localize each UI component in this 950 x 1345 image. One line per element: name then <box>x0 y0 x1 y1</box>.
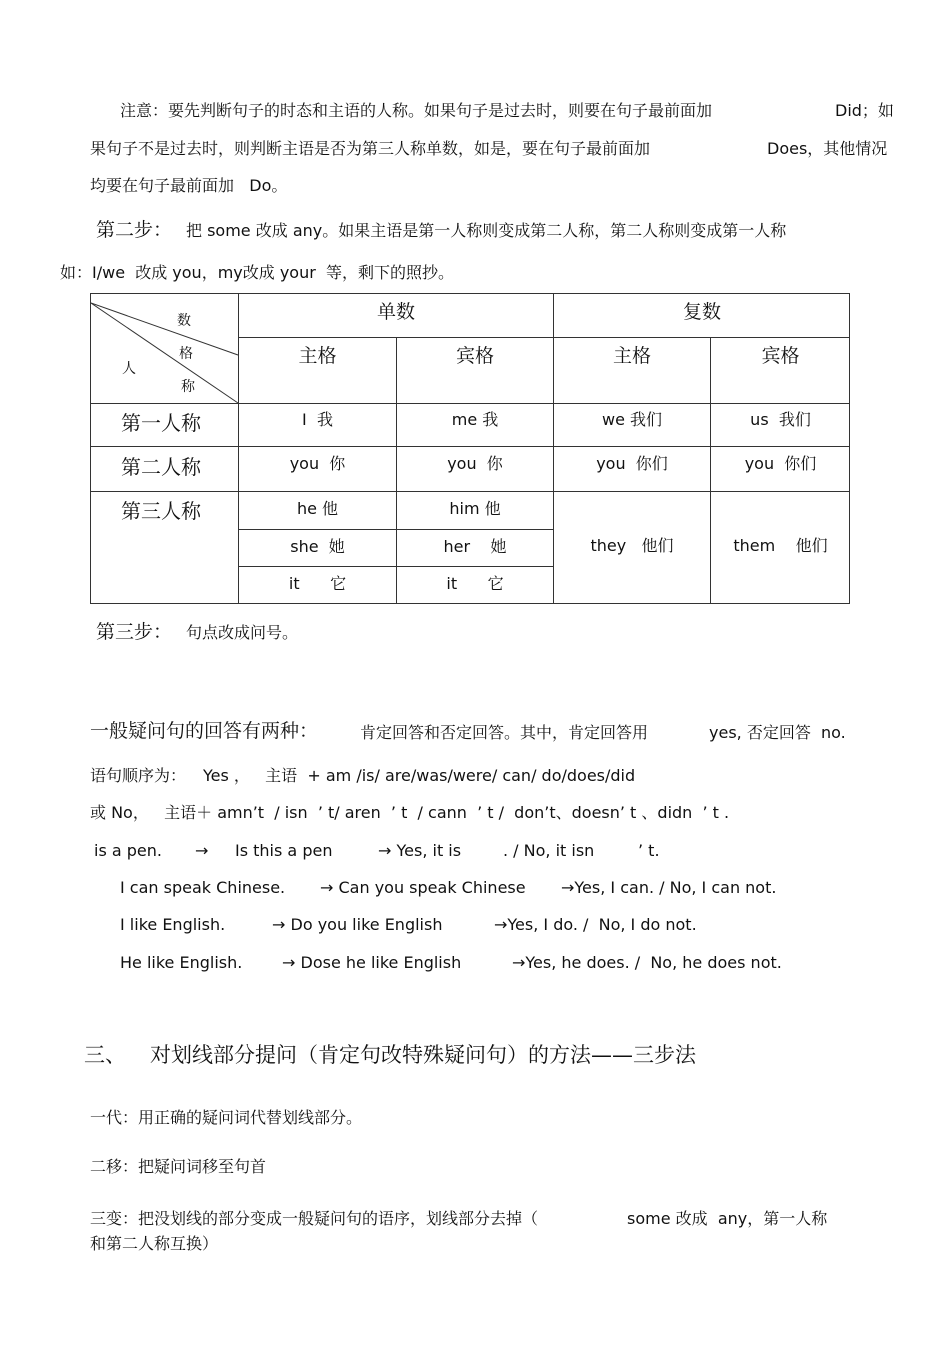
table-cell: them 他们 <box>733 536 828 555</box>
table-cell: they 他们 <box>590 536 674 555</box>
example-1-yes: → Yes, it is <box>378 841 462 860</box>
section3-title: 对划线部分提问（肯定句改特殊疑问句）的方法——三步法 <box>150 1043 696 1067</box>
header-singular: 单数 <box>376 301 415 323</box>
table-cell: she 她 <box>290 537 345 556</box>
row-label-second-person: 第二人称 <box>121 455 201 479</box>
step3-text: 句点改成问号。 <box>186 623 299 642</box>
row-label-third-person: 第三人称 <box>121 499 201 523</box>
corner-label-case: 格 <box>179 346 193 362</box>
order-label: 语句顺序为： <box>90 766 187 785</box>
table-cell: you 你 <box>447 454 503 473</box>
table-cell: him 他 <box>449 499 501 518</box>
step2-example: 如：I/we 改成 you，my改成 your 等，剩下的照抄。 <box>60 263 454 282</box>
table-divider <box>91 491 850 492</box>
subheader-plural-object: 宾格 <box>761 345 800 367</box>
corner-diagonals <box>91 294 239 404</box>
step3-label: 第三步： <box>96 621 173 643</box>
section3-step-1: 一代：用正确的疑问词代替划线部分。 <box>90 1108 363 1127</box>
order-text: Yes ， 主语 + am /is/ are/was/were/ can/ do/does/did <box>203 766 636 785</box>
subheader-plural-subject: 主格 <box>612 345 651 367</box>
answers-heading-rest: 肯定回答和否定回答。其中，肯定回答用 <box>360 723 649 742</box>
section3-number: 三、 <box>84 1043 126 1067</box>
example-2-answer: →Yes, I can. / No, I can not. <box>561 878 777 897</box>
example-1-no: . / No, it isn <box>503 841 595 860</box>
table-cell: I 我 <box>302 410 333 429</box>
step2-label: 第二步： <box>96 219 173 241</box>
subheader-singular-subject: 主格 <box>298 345 337 367</box>
table-cell: you 你们 <box>744 454 817 473</box>
section3-step-3: 三变：把没划线的部分变成一般疑问句的语序，划线部分去掉（ <box>90 1209 539 1228</box>
intro-line-2-end: Does，其他情况 <box>767 139 888 158</box>
table-cell: me 我 <box>451 410 499 429</box>
table-cell: you 你们 <box>596 454 668 473</box>
section3-step-2: 二移：把疑问词移至句首 <box>90 1157 267 1176</box>
intro-line-1-end: Did；如 <box>835 101 894 120</box>
corner-label-count: 数 <box>177 313 191 329</box>
table-cell: he 他 <box>296 499 339 518</box>
answers-yes-no: yes, 否定回答 no. <box>709 723 846 742</box>
example-1-question: Is this a pen <box>235 841 333 860</box>
example-3-statement: I like English. <box>120 915 226 934</box>
example-4-question: → Dose he like English <box>282 953 462 972</box>
example-3-answer: →Yes, I do. / No, I do not. <box>494 915 697 934</box>
table-divider <box>239 337 850 338</box>
intro-line-1: 注意：要先判断句子的时态和主语的人称。如果句子是过去时，则要在句子最前面加 <box>120 101 713 120</box>
corner-label-called: 称 <box>181 379 195 395</box>
example-2-statement: I can speak Chinese. <box>120 878 286 897</box>
table-divider <box>91 403 850 404</box>
corner-label-person: 人 <box>122 361 136 377</box>
row-label-first-person: 第一人称 <box>121 411 201 435</box>
table-cell: it 它 <box>446 574 504 593</box>
example-2-question: → Can you speak Chinese <box>320 878 526 897</box>
table-cell: we 我们 <box>601 410 663 429</box>
example-1-arrow: → <box>195 841 209 860</box>
example-3-question: → Do you like English <box>272 915 443 934</box>
header-plural: 复数 <box>682 301 721 323</box>
negative-form: 或 No， 主语＋ amn’t / isn ’ t/ aren ’ t / cann ’ t / don’t、doesn’ t 、didn ’ t . <box>90 803 730 822</box>
table-cell: it 它 <box>288 574 347 593</box>
table-cell: her 她 <box>443 537 507 556</box>
step2-text: 把 some 改成 any。如果主语是第一人称则变成第二人称，第二人称则变成第一人称 <box>186 221 787 240</box>
pronoun-table <box>90 293 850 604</box>
section3-step-3-cont: 和第二人称互换） <box>90 1234 219 1253</box>
table-cell: you 你 <box>289 454 346 473</box>
table-divider <box>91 446 850 447</box>
section3-step-3-end: some 改成 any，第一人称 <box>627 1209 828 1228</box>
example-1-statement: is a pen. <box>94 841 162 860</box>
subheader-singular-object: 宾格 <box>455 345 494 367</box>
table-cell: us 我们 <box>750 410 811 429</box>
intro-line-3: 均要在句子最前面加 Do。 <box>90 176 288 195</box>
example-4-statement: He like English. <box>120 953 243 972</box>
example-1-tail: ’ t. <box>638 841 660 860</box>
answers-heading: 一般疑问句的回答有两种： <box>90 720 319 742</box>
example-4-answer: →Yes, he does. / No, he does not. <box>512 953 782 972</box>
intro-line-2: 果句子不是过去时，则判断主语是否为第三人称单数，如是，要在句子最前面加 <box>90 139 651 158</box>
